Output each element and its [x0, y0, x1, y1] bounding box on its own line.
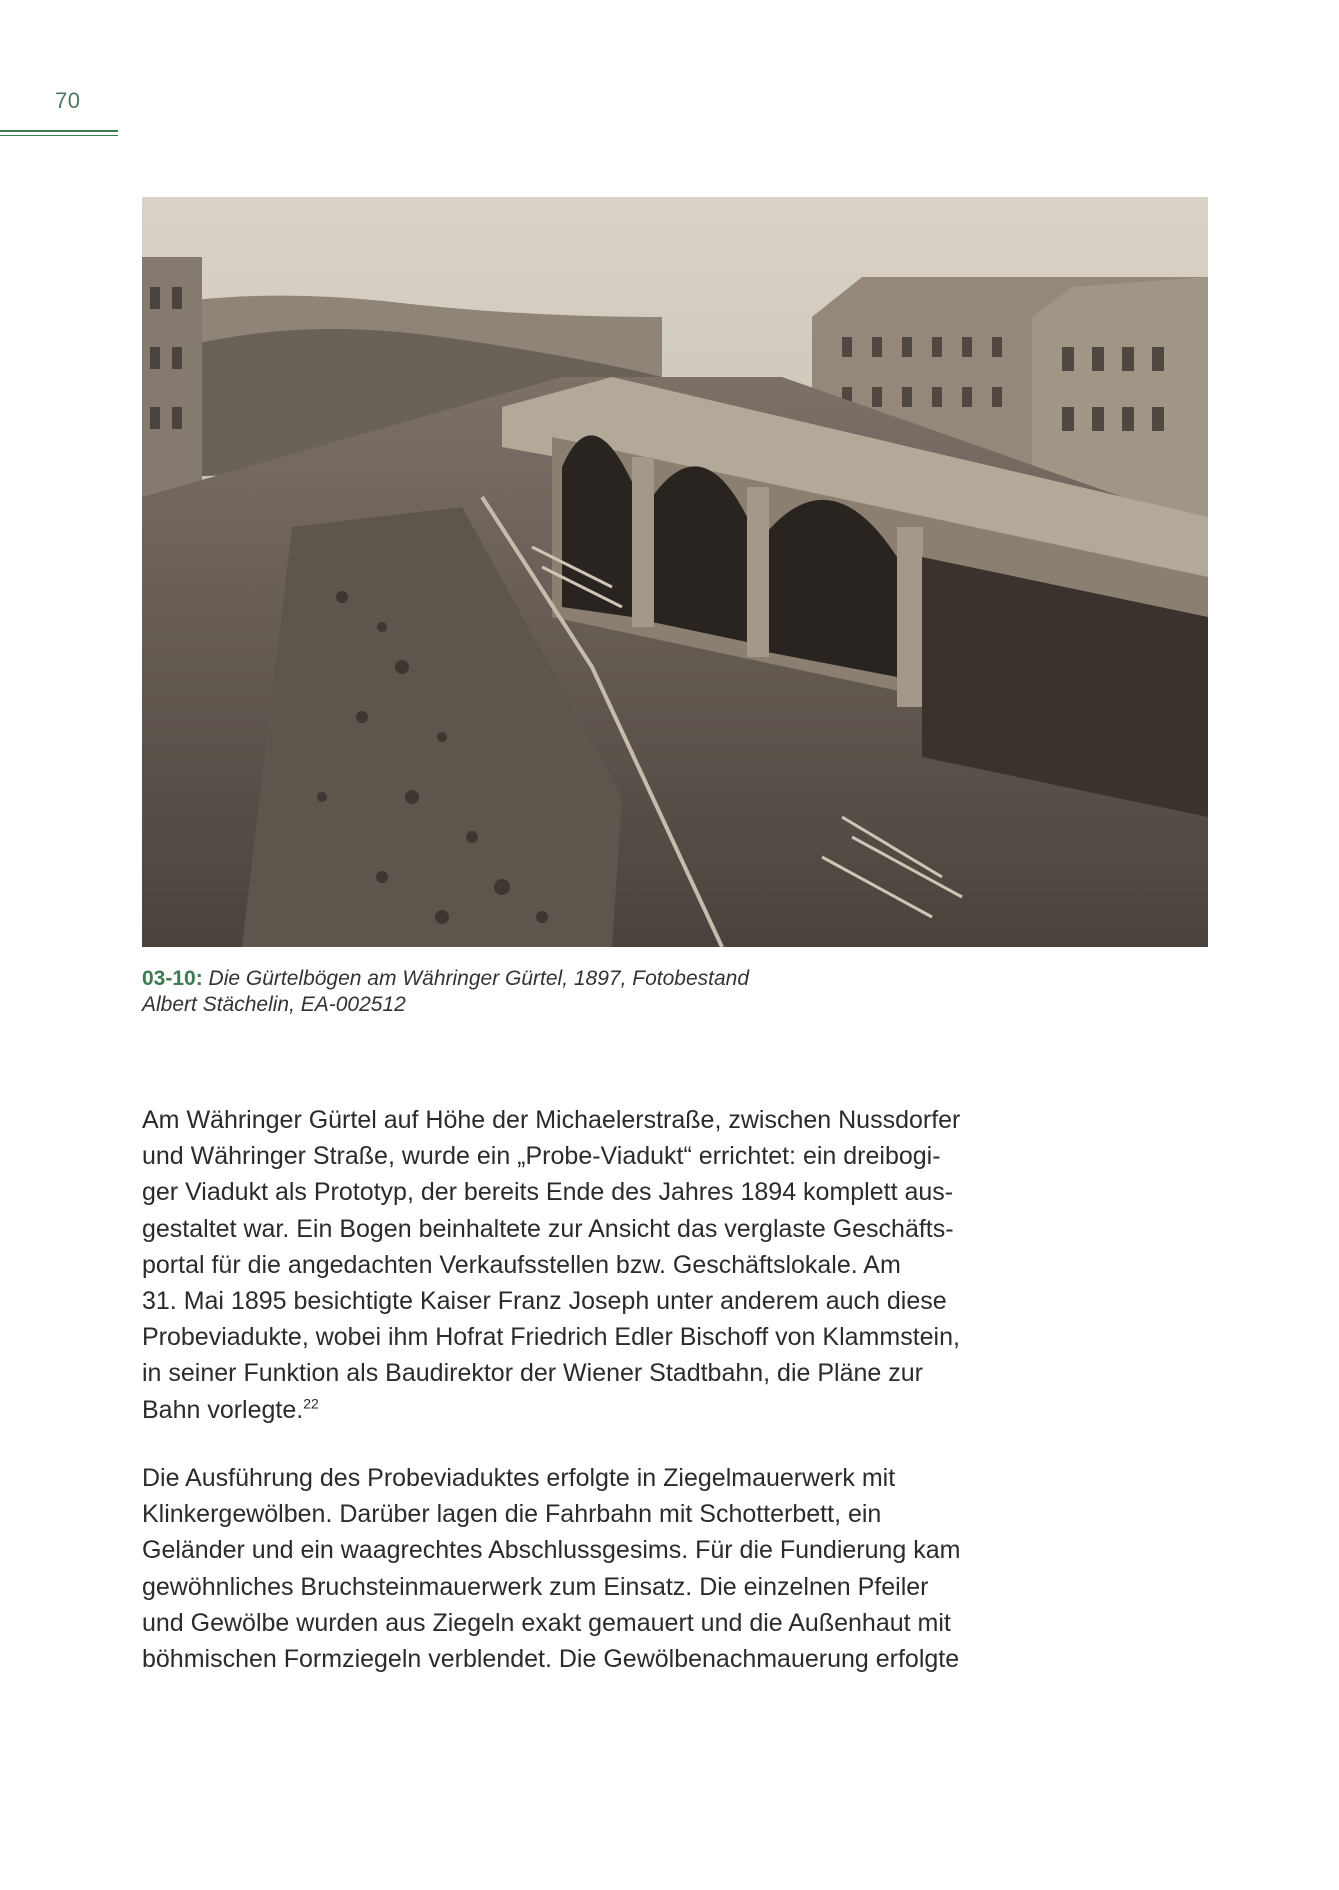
- text-line: gewöhnliches Bruchsteinmauerwerk zum Einsatz. Die einzelnen Pfeiler: [142, 1572, 929, 1601]
- text-line: gestaltet war. Ein Bogen beinhaltete zur Ansicht das verglaste Geschäfts-: [142, 1214, 954, 1243]
- text-line: portal für die angedachten Verkaufsstellen bzw. Geschäftslokale. Am: [142, 1250, 901, 1279]
- text-line: Am Währinger Gürtel auf Höhe der Michaelerstraße, zwischen Nussdorfer: [142, 1106, 961, 1134]
- text-line: Die Ausführung des Probeviaduktes erfolgte in Ziegelmauerwerk mit: [142, 1464, 896, 1492]
- text-line: und Währinger Straße, wurde ein „Probe-Viadukt“ errichtet: ein dreibogi-: [142, 1142, 941, 1171]
- footnote-marker: 22: [303, 1395, 319, 1412]
- text-line: Geländer und ein waagrechtes Abschlussgesims. Für die Fundierung kam: [142, 1536, 961, 1565]
- header-rule-thin: [0, 135, 118, 136]
- text-line: Probeviadukte, wobei ihm Hofrat Friedrich Edler Bischoff von Klammstein,: [142, 1323, 960, 1352]
- text-line-content: Bahn vorlegte.: [142, 1395, 304, 1424]
- photo-illustration: [142, 197, 1208, 947]
- body-paragraph-1: [142, 1102, 1042, 1428]
- header-rule: [0, 130, 118, 132]
- body-paragraph-2: [142, 1460, 1042, 1677]
- historical-photo-viaduct: [142, 197, 1208, 947]
- page-number: 70: [55, 88, 81, 113]
- caption-text-line-1: Die Gürtelbögen am Währinger Gürtel, 1897, Fotobestand: [208, 967, 750, 990]
- text-line: 31. Mai 1895 besichtigte Kaiser Franz Joseph unter anderem auch diese: [142, 1287, 947, 1316]
- text-line: Klinkergewölben. Darüber lagen die Fahrbahn mit Schotterbett, ein: [142, 1500, 882, 1529]
- figure-caption: [142, 966, 1042, 1018]
- figure-id: 03-10:: [142, 967, 203, 990]
- text-line: böhmischen Formziegeln verblendet. Die Gewölbenachmauerung erfolgte: [142, 1645, 960, 1674]
- text-line-last: [142, 1392, 1042, 1428]
- text-line: und Gewölbe wurden aus Ziegeln exakt gemauert und die Außenhaut mit: [142, 1608, 951, 1637]
- caption-text-line-2: Albert Stächelin, EA-002512: [142, 993, 406, 1016]
- text-line: in seiner Funktion als Baudirektor der Wiener Stadtbahn, die Pläne zur: [142, 1359, 923, 1388]
- text-line: ger Viadukt als Prototyp, der bereits Ende des Jahres 1894 komplett aus-: [142, 1178, 954, 1207]
